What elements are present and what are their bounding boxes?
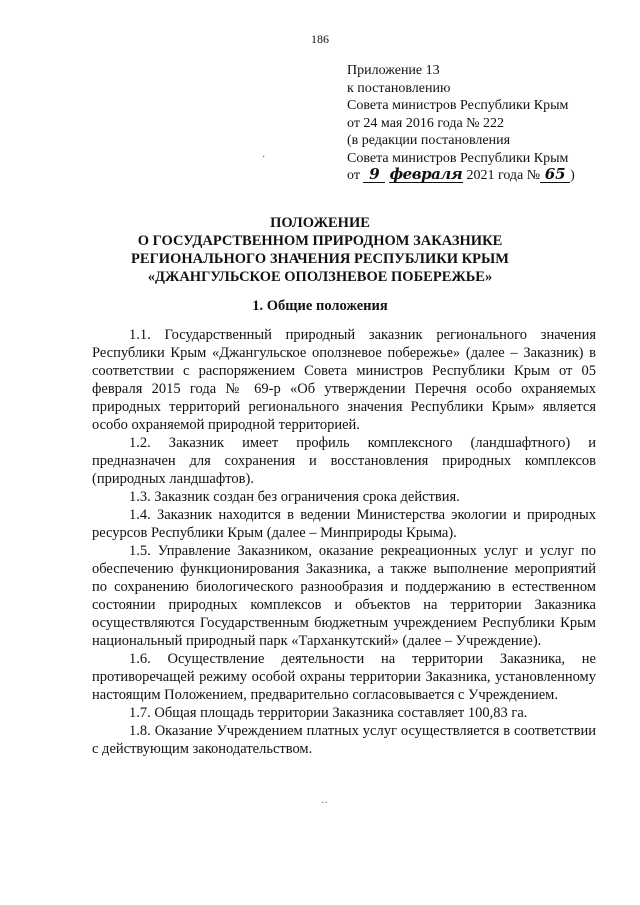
title-line: О ГОСУДАРСТВЕННОМ ПРИРОДНОМ ЗАКАЗНИКЕ xyxy=(137,233,503,249)
handwritten-number: 65 xyxy=(540,167,570,183)
handwritten-month: февраля xyxy=(389,165,463,183)
title-line: РЕГИОНАЛЬНОГО ЗНАЧЕНИЯ РЕСПУБЛИКИ КРЫМ xyxy=(131,251,509,267)
scan-speck: ·· xyxy=(321,798,328,809)
scan-speck: · xyxy=(262,152,266,163)
paragraph-1-4: 1.4. Заказник находится в ведении Министерства экологии и природных ресурсов Республики Крым (далее – Минприроды Крыма). xyxy=(92,507,596,541)
annex-line: Совета министров Республики Крым xyxy=(347,150,569,166)
annex-line: Приложение 13 xyxy=(347,63,440,78)
handwritten-day: 9 xyxy=(363,167,385,183)
annex-header xyxy=(347,62,617,185)
paragraph-1-3: 1.3. Заказник создан без ограничения срока действия. xyxy=(129,489,460,505)
title-line: ПОЛОЖЕНИЕ xyxy=(270,215,370,231)
annex-line: от 24 мая 2016 года № 222 xyxy=(347,115,505,131)
section-body xyxy=(92,326,596,758)
annex-date-line xyxy=(347,167,617,185)
paragraph-1-2: 1.2. Заказник имеет профиль комплексного (ландшафтного) и предназначен для сохранения и восстановления природных комплексов (природных ландшафтов). xyxy=(92,435,596,487)
annex-line: Совета министров Республики Крым xyxy=(347,98,569,113)
date-suffix: ) xyxy=(570,168,575,183)
paragraph-1-7: 1.7. Общая площадь территории Заказника составляет 100,83 га. xyxy=(129,705,528,721)
paragraph-1-6: 1.6. Осуществление деятельности на территории Заказника, не противоречащей режиму особой охраны территории Заказника, установленному настоящим Положением, предварительно согласовывается с Учреждением. xyxy=(92,651,596,703)
section-heading: 1. Общие положения xyxy=(252,298,388,314)
paragraph-1-1: 1.1. Государственный природный заказник регионального значения Республики Крым «Джангульское оползневое побережье» (далее – Заказник) в соответствии с распоряжением Совета министров Республики Крым от 05 февраля 2015 года № 69-р «Об утверждении Перечня особо охраняемых природных территорий регионального значения Республики Крым» является особо охраняемой природной территорией. xyxy=(92,327,596,433)
page-number: 186 xyxy=(311,32,329,46)
title-line: «ДЖАНГУЛЬСКОЕ ОПОЛЗНЕВОЕ ПОБЕРЕЖЬЕ» xyxy=(147,269,493,285)
paragraph-1-5: 1.5. Управление Заказником, оказание рекреационных услуг и услуг по обеспечению функционирования Заказника, а также выполнение мероприятий по сохранению биологического разнообразия и поддержанию в естественном состоянии природных комплексов и объектов на территории Заказника осуществляются Государственным бюджетным учреждением Республики Крым национальный природный парк «Тарханкутский» (далее – Учреждение). xyxy=(92,543,596,649)
date-year: 2021 года № xyxy=(466,168,541,183)
annex-line: к постановлению xyxy=(347,80,451,96)
annex-line: (в редакции постановления xyxy=(347,133,511,148)
document-title xyxy=(0,214,640,286)
paragraph-1-8: 1.8. Оказание Учреждением платных услуг осуществляется в соответствии с действующим законодательством. xyxy=(92,723,596,757)
date-prefix: от xyxy=(347,168,360,183)
